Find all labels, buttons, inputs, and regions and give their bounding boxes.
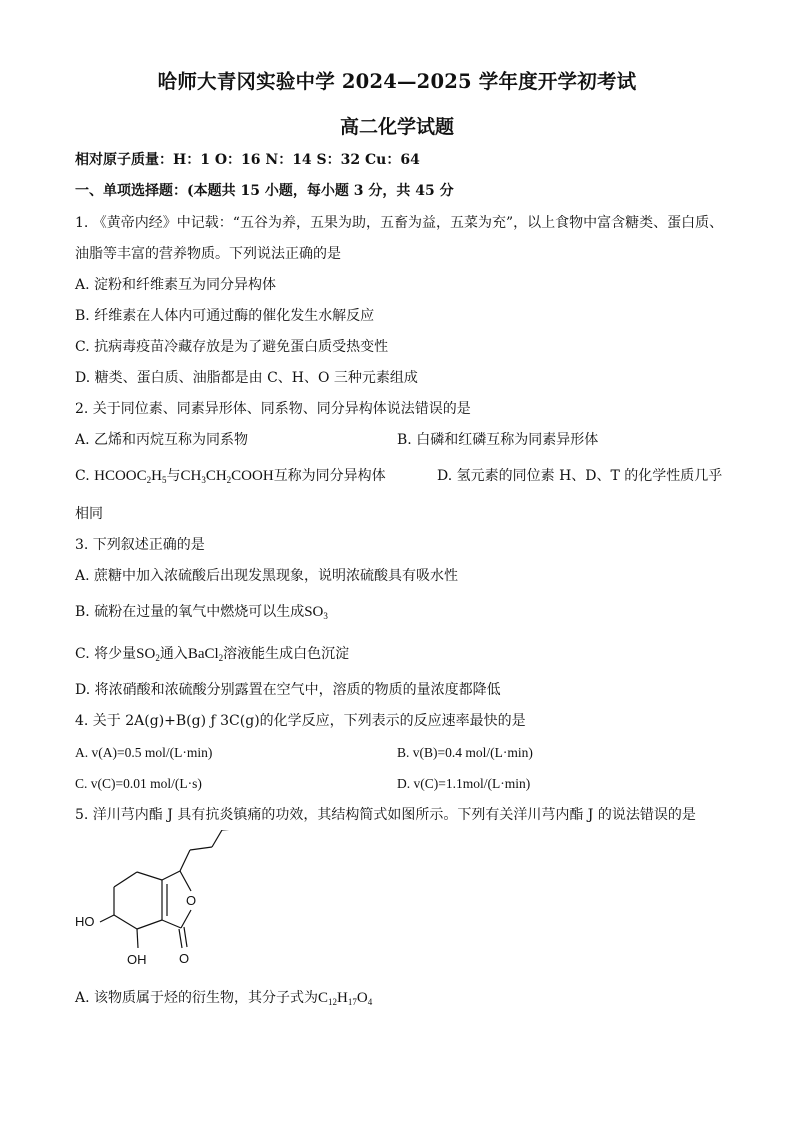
q5-option-a: A. 该物质属于烃的衍生物，其分子式为$C_{12}H_{17}O_4$ (75, 990, 373, 1007)
hydroxyl-bond-2 (137, 929, 138, 948)
molecule-structure-diagram (70, 830, 250, 980)
butyl-bond-1 (180, 850, 190, 871)
q3-c-formula2: BaCl$_2$ (187, 646, 224, 663)
q5-a-formula: $C_{12}H_{17}O_4$ (318, 990, 373, 1007)
ring6-bond-4 (114, 915, 137, 929)
butyl-bond-3 (212, 830, 222, 847)
q3-b-formula: $SO_3$ (304, 604, 328, 621)
hydroxyl-label-ho: HO (75, 914, 95, 929)
q1-stem-line2: 油脂等丰富的营养物质。下列说法正确的是 (75, 246, 341, 262)
q4-stem: 4. 关于 2A(g)+B(g) ƒ 3C(g)的化学反应，下列表示的反应速率最快的是 (75, 713, 526, 729)
q2-option-b: B. 白磷和红磷互称为同素异形体 (397, 432, 599, 448)
q4-option-a: A. v(A)=0.5 mol/(L·min) (75, 745, 213, 760)
butyl-bond-2 (190, 847, 212, 850)
hydroxyl-bond-1 (100, 915, 114, 922)
ring5-bond-3 (181, 910, 191, 928)
ring6-bond-5 (137, 920, 162, 929)
q3-option-a: A. 蔗糖中加入浓硫酸后出现发黑现象，说明浓硫酸具有吸水性 (75, 568, 459, 584)
q3-option-d: D. 将浓硝酸和浓硫酸分别露置在空气中，溶质的物质的量浓度都降低 (75, 682, 501, 698)
q3-c-formula1: $SO_2$ (136, 646, 160, 663)
exam-title: 哈师大青冈实验中学 2024—2025 学年度开学初考试 (157, 70, 637, 93)
q2-option-d-line2: 相同 (75, 506, 103, 522)
q1-option-c: C. 抗病毒疫苗冷藏存放是为了避免蛋白质受热变性 (75, 339, 389, 355)
q2-c-formula1: $HCOOC_2H_5$ (94, 468, 167, 485)
q3-option-c: C. 将少量$SO_2$通入BaCl$_2$溶液能生成白色沉淀 (75, 646, 350, 663)
q1-option-b: B. 纤维素在人体内可通过酶的催化发生水解反应 (75, 308, 375, 324)
q4-option-c: C. v(C)=0.01 mol/(L·s) (75, 776, 202, 791)
q2-option-c (75, 467, 386, 485)
q2-c-mid: 与 (166, 468, 181, 484)
exam-subtitle: 高二化学试题 (339, 116, 454, 138)
q2-option-d-line1: D. 氢元素的同位素 H、D、T 的化学性质几乎 (437, 468, 723, 484)
q3-stem: 3. 下列叙述正确的是 (75, 537, 205, 553)
carbonyl-bond-b (184, 927, 187, 947)
q2-stem: 2. 关于同位素、同素异形体、同系物、同分异构体说法错误的是 (75, 401, 471, 417)
atomic-mass-line: 相对原子质量：H：1 O：16 N：14 S：32 Cu：64 (75, 152, 420, 168)
q3-option-b: B. 硫粉在过量的氧气中燃烧可以生成$SO_3$ (75, 604, 328, 621)
hydroxyl-label-oh: OH (127, 952, 147, 967)
ring5-bond-1 (162, 871, 180, 880)
carbonyl-bond-a (179, 929, 182, 948)
q1-option-d: D. 糖类、蛋白质、油脂都是由 C、H、O 三种元素组成 (75, 370, 418, 386)
q5-stem: 5. 洋川芎内酯 J 具有抗炎镇痛的功效，其结构简式如图所示。下列有关洋川芎内酯 J 的说法错误的是 (75, 807, 696, 823)
ring5-bond-4 (162, 920, 181, 928)
q1-stem-line1: 1. 《黄帝内经》中记载：“五谷为养，五果为助，五畜为益，五菜为充”，以上食物中富含糖类、蛋白质、 (75, 215, 724, 231)
q1-option-a: A. 淀粉和纤维素互为同分异构体 (75, 277, 277, 293)
ring5-bond-2 (180, 871, 191, 891)
q4-option-b: B. v(B)=0.4 mol/(L·min) (397, 745, 533, 760)
carbonyl-oxygen-label: O (179, 951, 190, 966)
q2-option-a: A. 乙烯和丙烷互称为同系物 (75, 432, 249, 448)
section1-heading: 一、单项选择题：(本题共 15 小题，每小题 3 分，共 45 分 (75, 183, 454, 199)
q4-option-d: D. v(C)=1.1mol/(L·min) (397, 776, 531, 791)
ring6-bond-1 (137, 872, 162, 880)
ring-oxygen-label: O (186, 893, 197, 908)
ring6-bond-2 (114, 872, 137, 887)
q2-c-suffix: 互称为同分异构体 (273, 468, 386, 484)
q2-c-prefix: C. (75, 468, 90, 484)
q2-c-formula2: $CH_3CH_2COOH$ (180, 468, 274, 485)
